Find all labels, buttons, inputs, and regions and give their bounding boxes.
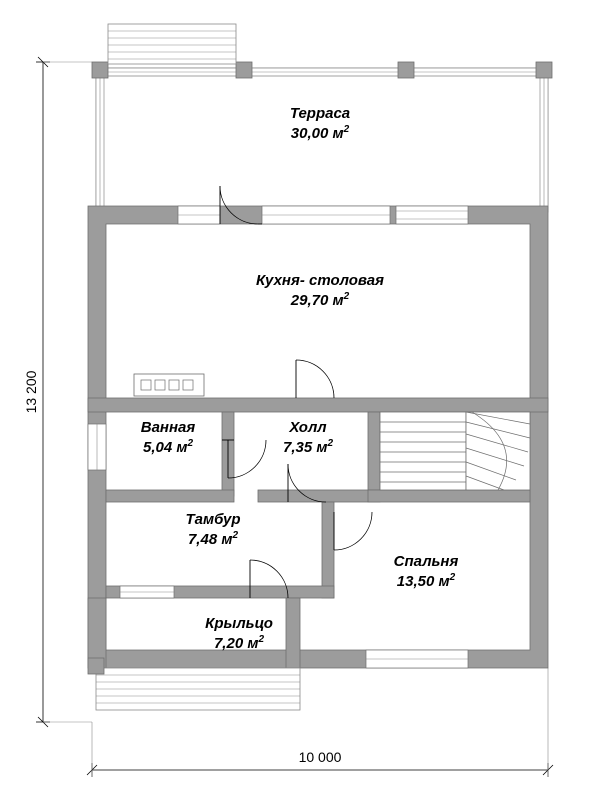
room-name: Крыльцо: [205, 614, 273, 632]
column: [88, 658, 104, 674]
room-area: 5,04 $м^2$: [142, 437, 194, 456]
interior-wall: [322, 502, 334, 598]
exterior-wall: [88, 598, 106, 668]
interior-wall: [106, 490, 234, 502]
column: [536, 62, 552, 78]
room-name: Тамбур: [185, 510, 241, 528]
staircase: [380, 412, 530, 490]
room-area: 30,00 $м^2$: [290, 123, 350, 142]
terrace-steps: [108, 24, 236, 64]
interior-wall: [258, 490, 380, 502]
room-name: Кухня- столовая: [256, 271, 384, 289]
room-name: Спальня: [393, 552, 459, 570]
room-area: 7,35 $м^2$: [282, 437, 334, 456]
dimension-label-height: 13 200: [23, 370, 39, 414]
dimension-label-width: 10 000: [298, 749, 342, 765]
room-area: 29,70 $м^2$: [290, 290, 350, 309]
room-name: Холл: [289, 418, 327, 436]
interior-wall: [88, 398, 548, 412]
room-area: 13,50 $м^2$: [396, 571, 456, 590]
room-area: 7,48 $м^2$: [187, 529, 239, 548]
column: [236, 62, 252, 78]
room-name: Терраса: [289, 104, 351, 122]
kitchen-counter: [134, 374, 204, 396]
interior-wall: [368, 490, 530, 502]
room-area: 7,20 $м^2$: [213, 633, 265, 652]
room-name: Ванная: [140, 418, 196, 436]
interior-wall: [286, 598, 300, 668]
column: [398, 62, 414, 78]
column: [92, 62, 108, 78]
interior-wall: [368, 412, 380, 496]
